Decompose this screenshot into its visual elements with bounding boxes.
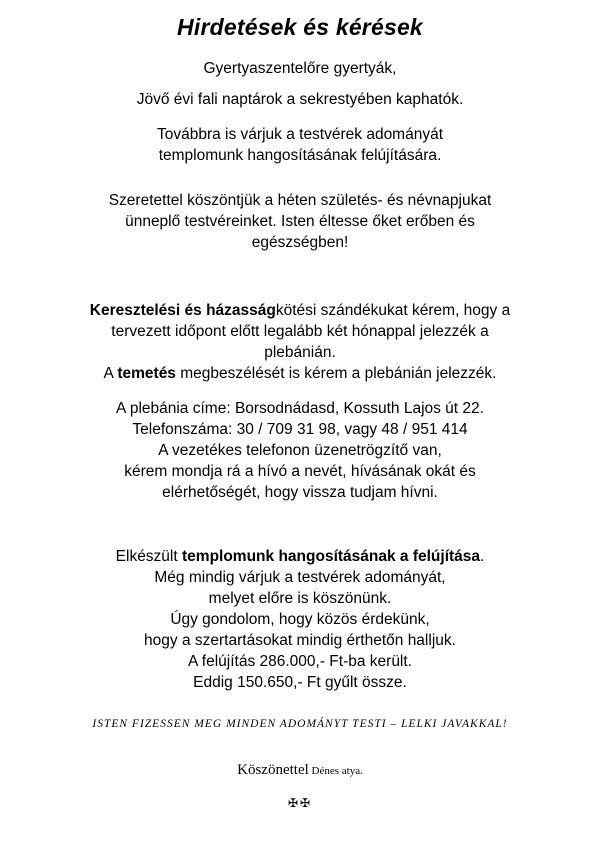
sound-line-2: Még mindig várjuk a testvérek adományát, [154, 569, 446, 586]
parish-contact [0, 398, 600, 503]
sound-system-report [0, 546, 600, 693]
birthday-line-3: egészségben! [251, 234, 349, 251]
baptism-line [0, 300, 600, 321]
cross-ornament: ✠✠ [287, 796, 313, 810]
funeral-bold: temetés [117, 365, 176, 382]
sound-post: . [480, 548, 485, 565]
closing-blessing: ISTEN FIZESSEN MEG MINDEN ADOMÁNYT TESTI – LELKI JAVAKKAL! [92, 718, 508, 730]
sound-line-3: melyet előre is köszönünk. [208, 590, 392, 607]
signature-name: Dénes atya. [308, 765, 363, 777]
sacraments-line-2: tervezett időpont előtt legalább két hónappal jelezzék a [111, 323, 489, 340]
sound-line-4: Úgy gondolom, hogy közös érdekünk, [170, 611, 430, 628]
sound-bold: templomunk hangosításának a felújítása [182, 548, 481, 565]
sound-cost-line: A felújítás 286.000,- Ft-ba került. [187, 653, 412, 670]
birthday-line-1: Szeretettel köszöntjük a héten születés- és névnapjukat [108, 192, 492, 209]
answering-machine-line: A vezetékes telefonon üzenetrögzítő van, [158, 442, 442, 459]
donation-line-1: Továbbra is várjuk a testvérek adományát [156, 126, 444, 143]
candles-calendars-notice [0, 58, 600, 110]
sacraments-notice [0, 300, 600, 384]
signature [0, 762, 600, 779]
baptism-marriage-bold: Keresztelési és házasság [89, 302, 276, 319]
candles-line: Gyertyaszentelőre gyertyák, [203, 60, 397, 77]
sound-system-headline [0, 546, 600, 567]
message-instructions-2: elérhetőségét, hogy vissza tudjam hívni. [162, 484, 438, 501]
birthday-line-2: ünneplő testvéreinket. Isten éltesse őket erőben és [125, 213, 475, 230]
parish-address: A plebánia címe: Borsodnádasd, Kossuth Lajos út 22. [116, 400, 484, 417]
donation-request [0, 124, 600, 166]
message-instructions-1: kérem mondja rá a hívó a nevét, hívásának okát és [124, 463, 476, 480]
funeral-pre: A [103, 365, 118, 382]
parish-phone: Telefonszáma: 30 / 709 31 98, vagy 48 / 951 414 [132, 421, 468, 438]
signature-main: Köszönettel [237, 762, 309, 778]
sacraments-line-3: plebánián. [264, 344, 336, 361]
birthday-greeting [0, 190, 600, 253]
sound-line-5: hogy a szertartásokat mindig érthetőn halljuk. [144, 632, 456, 649]
funeral-line [0, 363, 600, 384]
donation-line-2: templomunk hangosításának felújítására. [158, 147, 442, 164]
funeral-rest: megbeszélését is kérem a plebánián jelezzék. [175, 365, 497, 382]
baptism-marriage-rest: kötési szándékukat kérem, hogy a [275, 302, 511, 319]
page-title: Hirdetések és kérések [177, 14, 423, 40]
sound-collected-line: Eddig 150.650,- Ft gyűlt össze. [193, 674, 407, 691]
calendars-line: Jövő évi fali naptárok a sekrestyében kaphatók. [136, 91, 464, 108]
sound-pre: Elkészült [115, 548, 182, 565]
